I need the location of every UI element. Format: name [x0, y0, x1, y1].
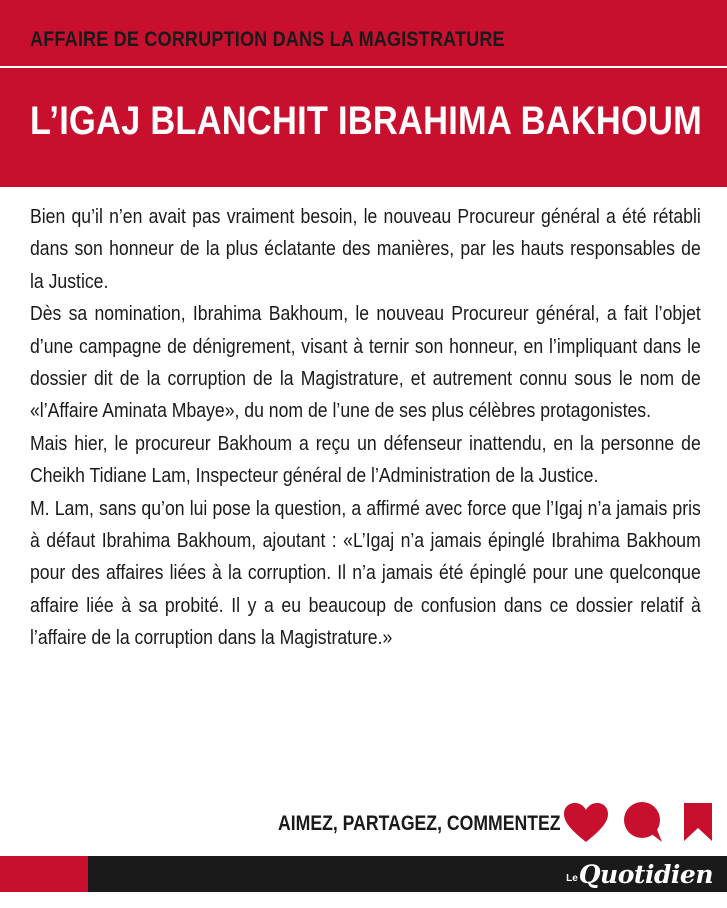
article-paragraph: M. Lam, sans qu’on lui pose la question, a affirmé avec force que l’Igaj n’a jamais pris à défaut Ibrahima Bakhoum, ajoutant : «L’Igaj n’a jamais épinglé Ibrahima Bakhoum pour des affaires liées à la corruption. Il n’a jamais été épinglé pour une quelconque affaire liée à sa probité. Il y a eu beaucoup de confusion dans ce dossier relatif à l’affaire de la corruption dans la Magistrature.»: [30, 496, 701, 650]
le-quotidien-logo: [566, 859, 713, 889]
article-body: [30, 201, 701, 655]
logo-prefix: Le: [566, 873, 578, 884]
footer-red-block: [0, 856, 88, 892]
comment-bubble-icon[interactable]: [623, 801, 663, 848]
social-bar: [0, 800, 727, 848]
bookmark-icon[interactable]: [683, 802, 713, 847]
social-call-to-action: AIMEZ, PARTAGEZ, COMMENTEZ: [278, 812, 561, 835]
section-kicker: AFFAIRE DE CORRUPTION DANS LA MAGISTRATURE: [30, 28, 505, 51]
heart-icon[interactable]: [563, 802, 609, 849]
headline: L’IGAJ BLANCHIT IBRAHIMA BAKHOUM: [30, 99, 703, 143]
header-divider: [0, 66, 727, 68]
header-banner: [0, 0, 727, 187]
article-paragraph: Mais hier, le procureur Bakhoum a reçu un défenseur inattendu, en la personne de Cheikh Tidiane Lam, Inspecteur général de l’Administration de la Justice.: [30, 431, 701, 488]
logo-name: Quotidien: [578, 860, 713, 889]
article-paragraph: Dès sa nomination, Ibrahima Bakhoum, le nouveau Procureur général, a fait l’objet d’une campagne de dénigrement, visant à ternir son honneur, en l’impliquant dans le dossier dit de la corruption de la Magistrature, et autrement connu sous le nom de «l’Affaire Aminata Mbaye», du nom de l’une de ses plus célèbres protagonistes.: [30, 302, 701, 423]
article-paragraph: Bien qu’il n’en avait pas vraiment besoin, le nouveau Procureur général a été rétabli dans son honneur de la plus éclatante des manières, par les hauts responsables de la Justice.: [30, 205, 701, 293]
